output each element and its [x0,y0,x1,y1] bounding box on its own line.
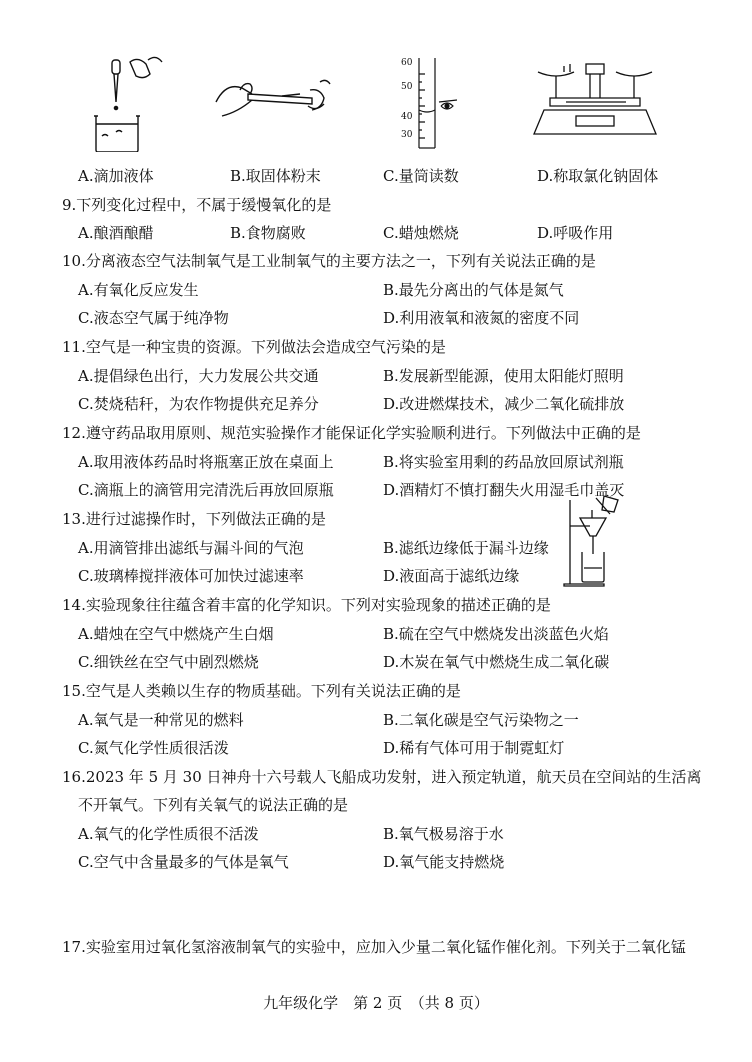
cylinder-tick-50: 50 [401,82,413,92]
question-12-option-d: D.酒精灯不慎打翻失火用湿毛巾盖灭 [383,481,625,499]
question-16-option-c: C.空气中含量最多的气体是氧气 [78,853,289,871]
question-9-option-d: D.呼吸作用 [537,224,614,242]
question-15-option-a: A.氧气是一种常见的燃料 [78,711,244,729]
question-9-option-a: A.酿酒酿醋 [78,224,154,242]
figure-option-b: B.取固体粉末 [230,167,321,185]
question-14-option-c: C.细铁丝在空气中剧烈燃烧 [78,653,259,671]
question-16-stem-continued: 不开氧气。下列有关氧气的说法正确的是 [78,796,349,814]
question-10-stem: 10.分离液态空气法制氧气是工业制氧气的主要方法之一，下列有关说法正确的是 [62,252,596,270]
question-14-option-a: A.蜡烛在空气中燃烧产生白烟 [78,625,274,643]
question-15-option-b: B.二氧化碳是空气污染物之一 [383,711,579,729]
question-11-option-d: D.改进燃煤技术，减少二氧化硫排放 [383,395,625,413]
figure-taking-powder [212,62,332,152]
question-12-option-b: B.将实验室用剩的药品放回原试剂瓶 [383,453,624,471]
question-16-stem: 16.2023 年 5 月 30 日神舟十六号载人飞船成功发射，进入预定轨道，航天员在空间站的生活离 [62,768,702,786]
question-11-stem: 11.空气是一种宝贵的资源。下列做法会造成空气污染的是 [62,338,446,356]
figure-dropping-liquid [90,52,170,152]
figure-filtration [562,496,628,588]
figure-balance [530,58,660,148]
cylinder-tick-40: 40 [401,112,413,122]
question-11-option-a: A.提倡绿色出行，大力发展公共交通 [78,367,319,385]
figure-option-d: D.称取氯化钠固体 [537,167,659,185]
question-17-stem: 17.实验室用过氧化氢溶液制氧气的实验中，应加入少量二氧化锰作催化剂。下列关于二氧化锰 [62,938,686,956]
question-12-option-a: A.取用液体药品时将瓶塞正放在桌面上 [78,453,334,471]
question-13-option-c: C.玻璃棒搅拌液体可加快过滤速率 [78,567,304,585]
question-11-option-b: B.发展新型能源，使用太阳能灯照明 [383,367,624,385]
question-10-option-d: D.利用液氧和液氮的密度不同 [383,309,580,327]
figure-option-c: C.量筒读数 [383,167,459,185]
question-13-option-a: A.用滴管排出滤纸与漏斗间的气泡 [78,539,304,557]
question-13-stem: 13.进行过滤操作时，下列做法正确的是 [62,510,326,528]
question-13-option-b: B.滤纸边缘低于漏斗边缘 [383,539,549,557]
question-11-option-c: C.焚烧秸秆，为农作物提供充足养分 [78,395,319,413]
question-14-option-b: B.硫在空气中燃烧发出淡蓝色火焰 [383,625,609,643]
question-16-option-d: D.氧气能支持燃烧 [383,853,505,871]
page-footer: 九年级化学 第 2 页 （共 8 页） [263,994,489,1012]
question-9-option-b: B.食物腐败 [230,224,306,242]
question-15-option-c: C.氮气化学性质很活泼 [78,739,229,757]
question-13-option-d: D.液面高于滤纸边缘 [383,567,520,585]
figure-reading-cylinder [395,52,465,152]
question-14-stem: 14.实验现象往往蕴含着丰富的化学知识。下列对实验现象的描述正确的是 [62,596,551,614]
question-16-option-a: A.氧气的化学性质很不活泼 [78,825,259,843]
question-14-option-d: D.木炭在氧气中燃烧生成二氧化碳 [383,653,610,671]
cylinder-tick-60: 60 [401,58,413,68]
question-10-option-b: B.最先分离出的气体是氮气 [383,281,564,299]
figure-option-a: A.滴加液体 [78,167,154,185]
question-9-stem: 9.下列变化过程中，不属于缓慢氧化的是 [62,196,332,214]
question-10-option-a: A.有氧化反应发生 [78,281,199,299]
question-10-option-c: C.液态空气属于纯净物 [78,309,229,327]
question-9-option-c: C.蜡烛燃烧 [383,224,459,242]
question-16-option-b: B.氧气极易溶于水 [383,825,504,843]
question-15-stem: 15.空气是人类赖以生存的物质基础。下列有关说法正确的是 [62,682,461,700]
question-12-option-c: C.滴瓶上的滴管用完清洗后再放回原瓶 [78,481,334,499]
question-15-option-d: D.稀有气体可用于制霓虹灯 [383,739,565,757]
question-12-stem: 12.遵守药品取用原则、规范实验操作才能保证化学实验顺利进行。下列做法中正确的是 [62,424,641,442]
cylinder-tick-30: 30 [401,130,413,140]
